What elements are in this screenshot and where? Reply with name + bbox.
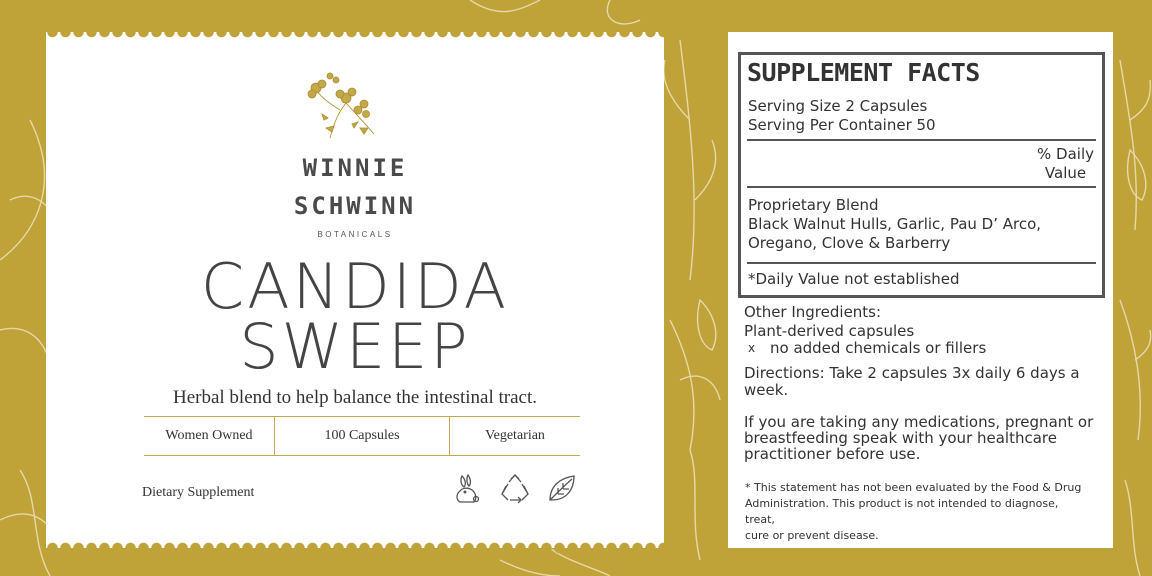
fda-disclaimer-line2: Administration. This product is not intended to diagnose, treat,	[745, 497, 1059, 526]
divider-thick	[747, 139, 1096, 141]
fda-disclaimer	[745, 480, 1090, 544]
serving-size: Serving Size 2 Capsules	[748, 97, 928, 115]
scalloped-edge-bottom	[46, 540, 664, 556]
directions-line1: Directions: Take 2 capsules 3x daily 6 days a	[744, 364, 1080, 382]
brand-subtitle: BOTANICALS	[317, 230, 393, 239]
rabbit-cruelty-free-icon	[450, 472, 484, 506]
attribute-vegetarian: Vegetarian	[485, 428, 545, 443]
supplement-facts-panel	[738, 52, 1105, 298]
front-label	[46, 32, 664, 548]
product-tagline: Herbal blend to help balance the intestinal tract.	[172, 387, 538, 408]
leaf-vegan-icon	[546, 472, 580, 506]
divider-thick-2	[747, 186, 1096, 188]
badge-icons	[450, 472, 580, 506]
attributes-bar	[144, 416, 580, 456]
blend-ingredients-line2: Oregano, Clove & Barberry	[748, 234, 951, 252]
product-name-line1: CANDIDA	[200, 250, 510, 323]
recycle-icon	[498, 472, 532, 506]
attribute-capsule-count: 100 Capsules	[275, 417, 450, 455]
warning-line2: breastfeeding speak with your healthcare	[744, 429, 1057, 447]
daily-value-header	[1037, 145, 1094, 183]
back-label	[728, 32, 1113, 548]
fda-disclaimer-line1: * This statement has not been evaluated by the Food & Drug	[745, 481, 1082, 494]
scalloped-edge-top	[46, 24, 664, 40]
fda-disclaimer-line3: cure or prevent disease.	[745, 529, 879, 542]
directions-line2: week.	[744, 381, 789, 399]
other-ingredients-label: Other Ingredients:	[744, 303, 882, 321]
divider-thick-3	[747, 262, 1096, 264]
product-name-line2: SWEEP	[239, 310, 471, 383]
herb-flower-icon	[300, 68, 384, 144]
no-chemicals-note: no added chemicals or fillers	[770, 339, 987, 357]
dv-header-line1: % Daily	[1037, 145, 1094, 163]
dv-header-line2: Value	[1044, 164, 1087, 182]
blend-ingredients-line1: Black Walnut Hulls, Garlic, Pau D’ Arco,	[748, 215, 1042, 233]
brand-name-line1: WINNIE	[302, 154, 408, 182]
blend-name: Proprietary Blend	[748, 196, 879, 214]
other-ingredients: Plant-derived capsules	[744, 322, 915, 340]
supplement-facts-title: SUPPLEMENT FACTS	[747, 58, 980, 87]
daily-value-footnote: *Daily Value not established	[748, 270, 960, 288]
no-chem-marker: x	[748, 341, 756, 355]
servings-per-container: Serving Per Container 50	[748, 116, 936, 134]
attribute-women-owned: Women Owned	[144, 417, 275, 455]
brand-name-line2: SCHWINN	[293, 192, 417, 220]
warning-line3: practitioner before use.	[744, 445, 921, 463]
warning-line1: If you are taking any medications, pregnant or	[744, 413, 1094, 431]
product-category: Dietary Supplement	[142, 485, 255, 500]
